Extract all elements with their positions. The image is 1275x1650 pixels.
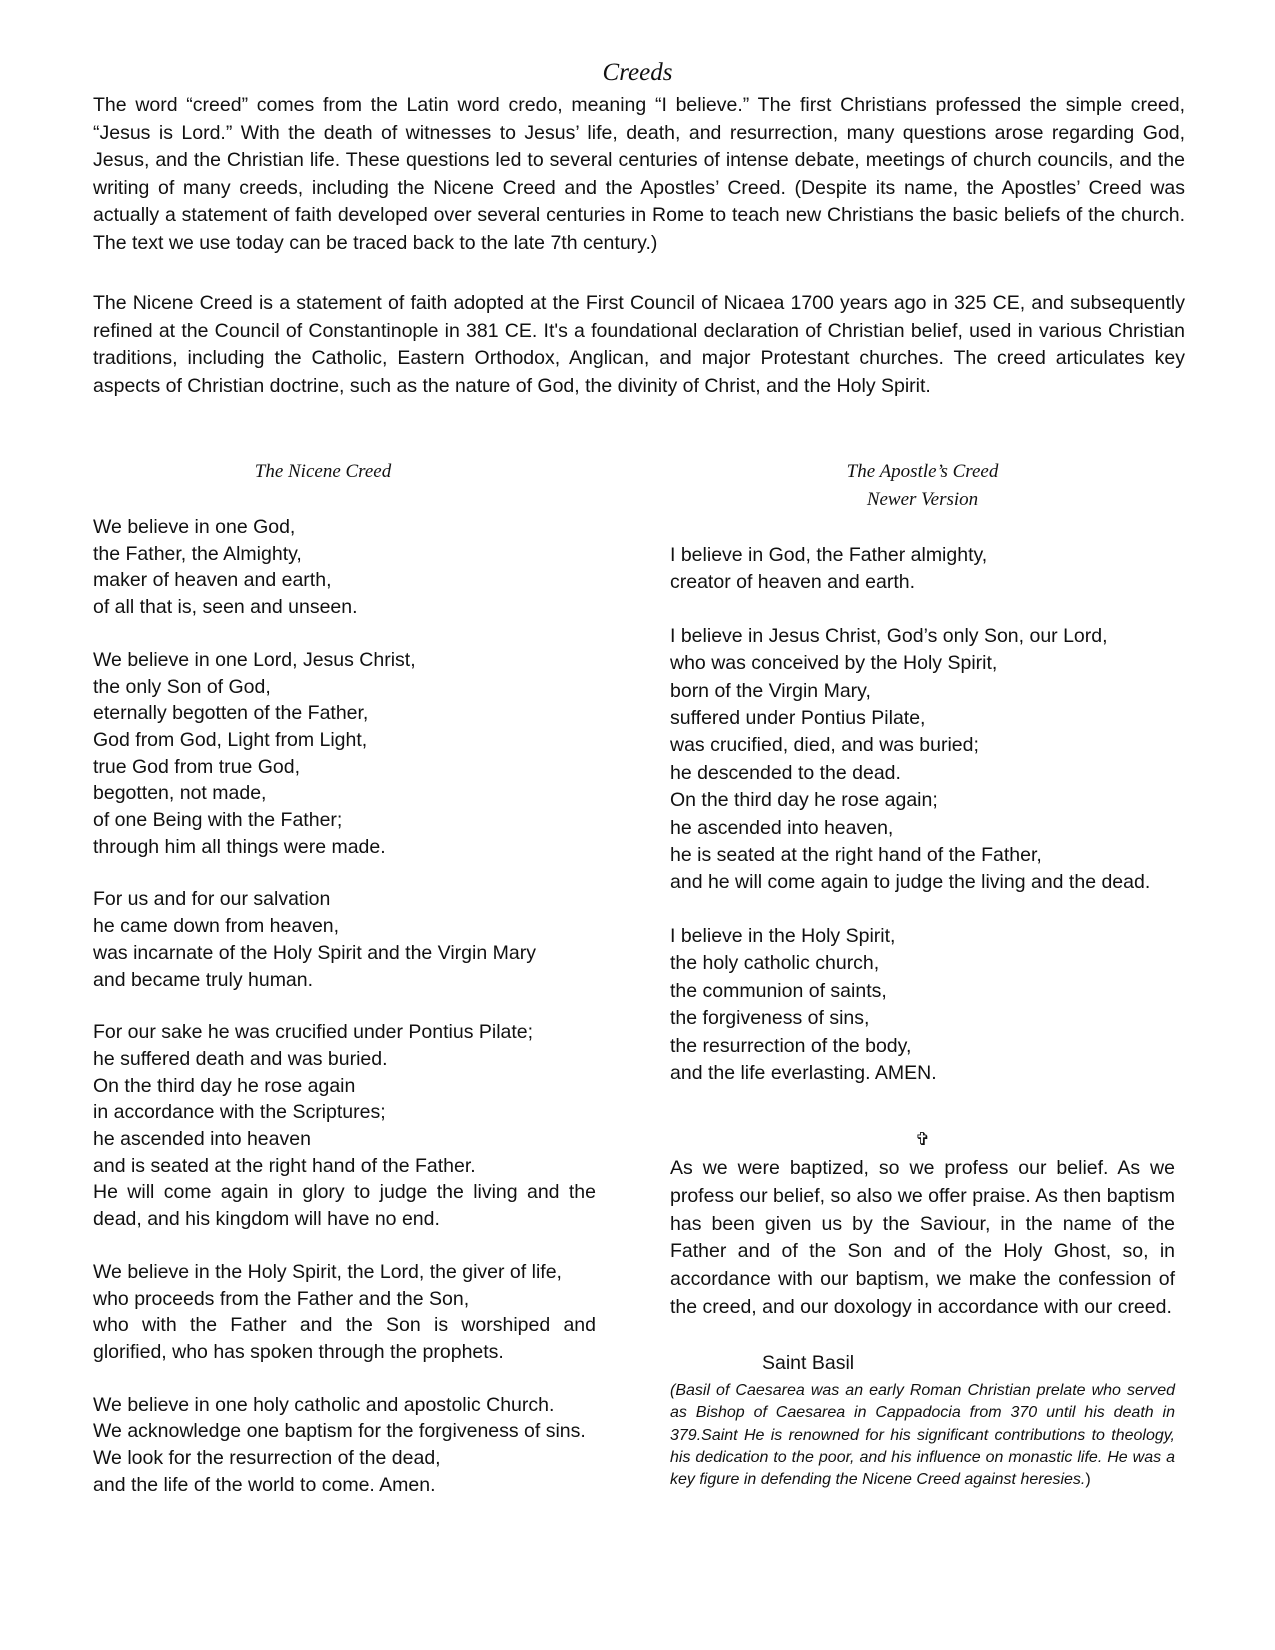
apostles-stanza: I believe in Jesus Christ, God’s only Son, our Lord, who was conceived by the Holy Spirit, born of the Virgin Mary, suffered under Pontius Pilate, was crucified, died, and was buried; he descended to the dead. On the third day he rose again; he ascended into heaven, he is seated at the right hand of the Father, and he will come again to judge the living and the dead. — [670, 624, 1151, 894]
quote-attribution: Saint Basil — [762, 1352, 855, 1374]
nicene-stanza: For us and for our salvation he came down from heaven, was incarnate of the Holy Spirit and the Virgin Mary and became truly human. — [93, 888, 536, 991]
apostles-creed-text — [670, 542, 1175, 1113]
intro-paragraph-2: The Nicene Creed is a statement of faith adopted at the First Council of Nicaea 1700 years ago in 325 CE, and subsequently refined at the Council of Constantinople in 381 CE. It's a foundational declaration of Christian belief, used in various Christian traditions, including the Catholic, Eastern Orthodox, Anglican, and major Protestant churches. The creed articulates key aspects of Christian doctrine, such as the nature of God, the divinity of Christ, and the Holy Spirit. — [93, 292, 1185, 397]
basil-biographical-note — [670, 1380, 1175, 1491]
nicene-stanza: We believe in the Holy Spirit, the Lord, the giver of life, who proceeds from the Father and the Son, who with the Father and the Son is worshiped and glorified, who has spoken through the prophets. — [93, 1260, 596, 1363]
apostles-stanza: I believe in God, the Father almighty, creator of heaven and earth. — [670, 544, 988, 594]
apostles-creed-title: The Apostle’s Creed — [846, 461, 999, 482]
apostles-creed-heading — [670, 458, 1175, 514]
nicene-creed-title: The Nicene Creed — [254, 461, 392, 482]
apostles-creed-subtitle: Newer Version — [866, 489, 979, 510]
nicene-stanza: We believe in one God, the Father, the Almighty, maker of heaven and earth, of all that is, seen and unseen. — [93, 516, 358, 619]
page-title: Creeds — [602, 59, 673, 86]
nicene-stanza: For our sake he was crucified under Pontius Pilate; he suffered death and was buried. On the third day he rose again in accordance with the Scriptures; he ascended into heaven and is seated at the right hand of the Father. He will come again in glory to judge the living and the dead, and his kingdom will have no end. — [93, 1021, 596, 1231]
cross-icon: ✞ — [914, 1129, 931, 1150]
basil-note-text: (Basil of Caesarea was an early Roman Christian prelate who served as Bishop of Caesarea in Cappadocia from 370 until his death in 379.Saint He is renowned for his significant contributions to theology, his dedication to the poor, and his influence on monastic life. He was a key figure in defending the Nicene Creed against heresies. — [670, 1382, 1175, 1489]
basil-quote: As we were baptized, so we profess our belief. As we profess our belief, so also we offer praise. As then baptism has been given us by the Saviour, in the name of the Father and of the Son and of the Holy Ghost, so, in accordance with our baptism, we make the confession of the creed, and our doxology in accordance with our creed. — [670, 1157, 1175, 1318]
nicene-creed-text — [93, 514, 596, 1525]
nicene-stanza: We believe in one Lord, Jesus Christ, the only Son of God, eternally begotten of the Father, God from God, Light from Light, true God from true God, begotten, not made, of one Being with the Father; through him all things were made. — [93, 648, 416, 858]
nicene-stanza: We believe in one holy catholic and apostolic Church. We acknowledge one baptism for the forgiveness of sins. We look for the resurrection of the dead, and the life of the world to come. Amen. — [93, 1393, 586, 1496]
intro-paragraph-1: The word “creed” comes from the Latin word credo, meaning “I believe.” The first Christians professed the simple creed, “Jesus is Lord.” With the death of witnesses to Jesus’ life, death, and resurrection, many questions arose regarding God, Jesus, and the Christian life. These questions led to several centuries of intense debate, meetings of church councils, and the writing of many creeds, including the Nicene Creed and the Apostles’ Creed. (Despite its name, the Apostles’ Creed was actually a statement of faith developed over several centuries in Rome to teach new Christians the basic beliefs of the church. The text we use today can be traced back to the late 7th century.) — [93, 94, 1185, 254]
apostles-stanza: I believe in the Holy Spirit, the holy catholic church, the communion of saints, the forgiveness of sins, the resurrection of the body, and the life everlasting. AMEN. — [670, 924, 937, 1084]
basil-note-close-paren: ) — [1085, 1471, 1091, 1489]
nicene-creed-heading — [93, 458, 553, 486]
